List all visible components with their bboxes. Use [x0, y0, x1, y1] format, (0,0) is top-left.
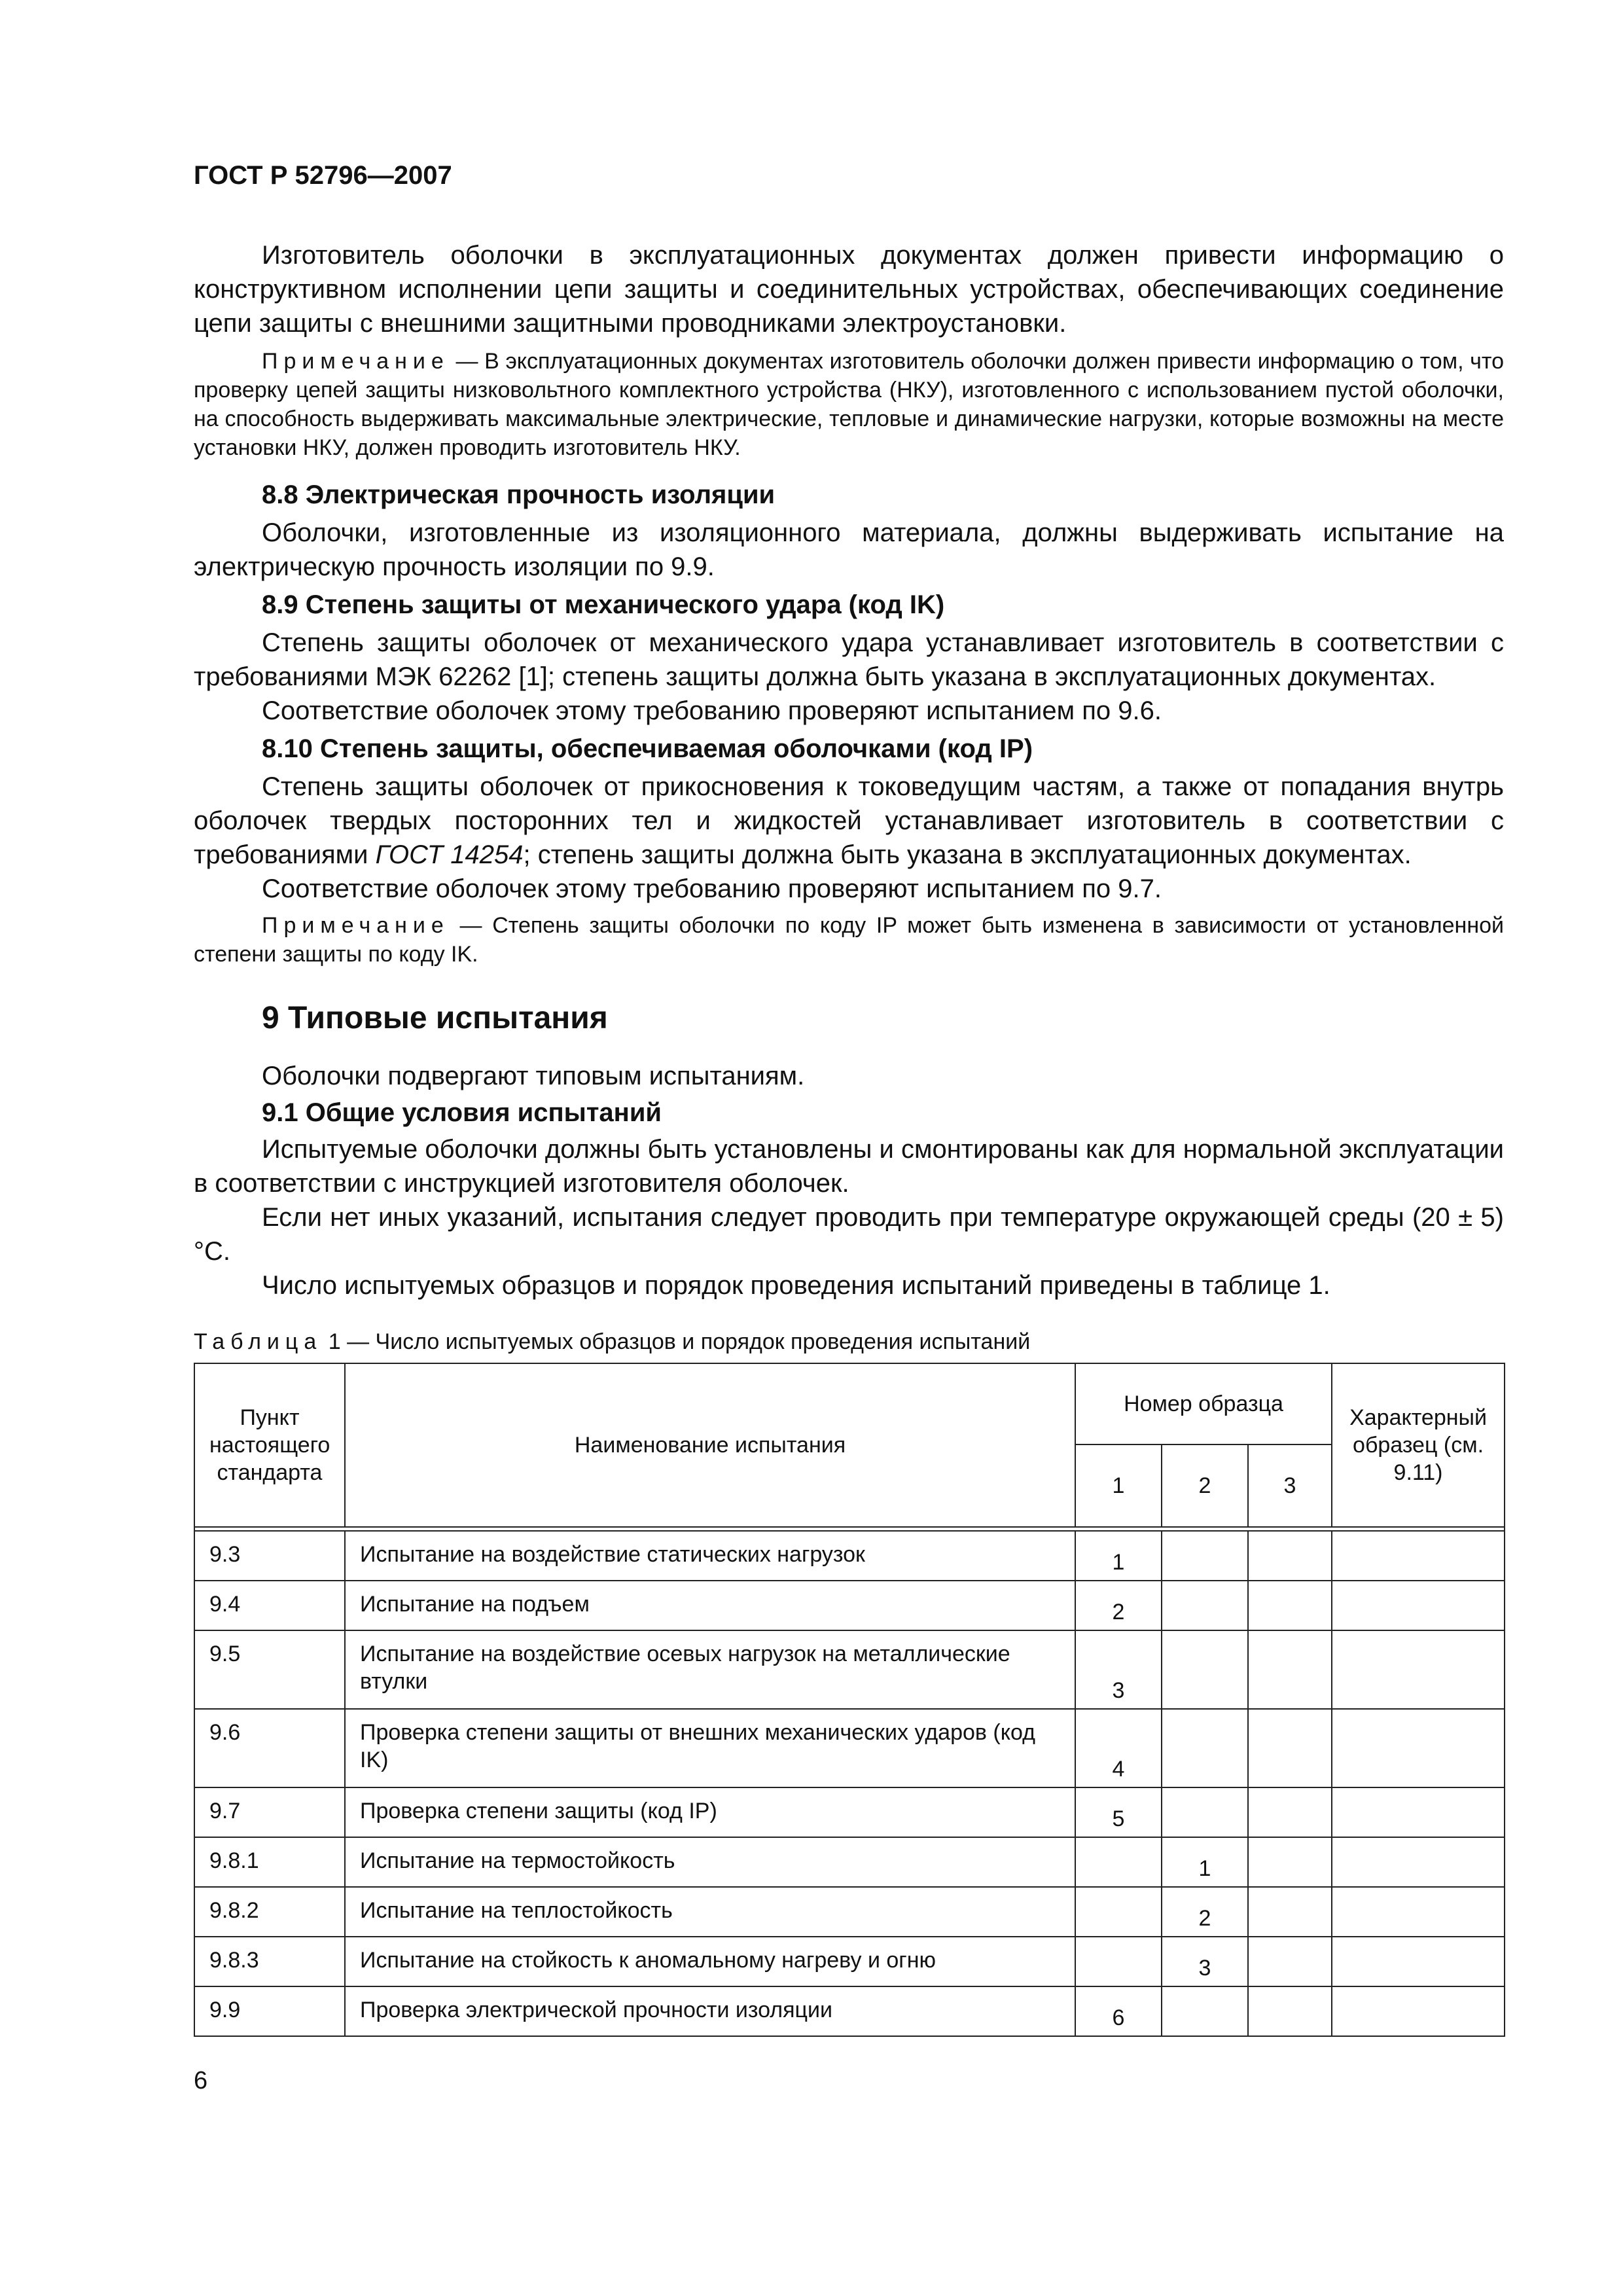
row-sample-2 [1162, 1581, 1248, 1630]
table-row [194, 1887, 1505, 1937]
table-row [194, 1709, 1505, 1787]
row-sample-1: 1 [1075, 1531, 1162, 1581]
header-test-name: Наименование испытания [345, 1363, 1075, 1527]
row-sample-3 [1248, 1837, 1332, 1887]
tests-table [194, 1363, 1505, 2037]
text-fragment: ; степень защиты должна быть указана в эксплуатационных документах. [523, 840, 1412, 869]
row-characteristic [1332, 1837, 1505, 1887]
table-caption-label: Таблица [194, 1329, 323, 1354]
note-1 [194, 347, 1504, 462]
header-sample-number: Номер образца [1075, 1363, 1332, 1444]
table-caption [194, 1327, 1030, 1356]
row-clause: 9.7 [194, 1787, 345, 1837]
row-clause: 9.3 [194, 1531, 345, 1581]
section-8-9-paragraph-1: Степень защиты оболочек от механического удара устанавливает изготовитель в соответствии с требованиями МЭК 62262 [1]; степень защиты должна быть указана в эксплуатационных документах. [194, 628, 1504, 691]
note-label: Примечание [262, 349, 450, 374]
row-test-name: Испытание на воздействие осевых нагрузок на металлические втулки [345, 1630, 1075, 1709]
row-test-name: Испытание на подъем [345, 1581, 1075, 1630]
row-characteristic [1332, 1986, 1505, 2036]
table-row [194, 1531, 1505, 1581]
row-sample-1: 4 [1075, 1709, 1162, 1787]
row-characteristic [1332, 1630, 1505, 1709]
row-characteristic [1332, 1709, 1505, 1787]
header-characteristic-sample: Характерный образец (см. 9.11) [1332, 1363, 1505, 1527]
section-9-1-paragraph-1: Испытуемые оболочки должны быть установлены и смонтированы как для нормальной эксплуатации в соответствии с инструкцией изготовителя оболочек. [194, 1135, 1504, 1198]
row-sample-3 [1248, 1887, 1332, 1937]
table-caption-text: 1 — Число испытуемых образцов и порядок проведения испытаний [322, 1329, 1031, 1354]
table-body [194, 1531, 1505, 2036]
row-clause: 9.8.1 [194, 1837, 345, 1887]
section-9-1-paragraph-2: Если нет иных указаний, испытания следует проводить при температуре окружающей среды (20 ± 5) °С. [194, 1203, 1504, 1266]
row-sample-2 [1162, 1787, 1248, 1837]
row-sample-2: 3 [1162, 1937, 1248, 1986]
table-row [194, 1787, 1505, 1837]
section-9-paragraph: Оболочки подвергают типовым испытаниям. [262, 1062, 805, 1090]
table-row [194, 1937, 1505, 1986]
header-sample-3: 3 [1248, 1444, 1332, 1527]
row-sample-1 [1075, 1937, 1162, 1986]
section-9-1-title: 9.1 Общие условия испытаний [262, 1098, 662, 1127]
row-sample-1: 2 [1075, 1581, 1162, 1630]
table-row [194, 1986, 1505, 2036]
note-2 [194, 911, 1504, 969]
row-test-name: Проверка электрической прочности изоляции [345, 1986, 1075, 2036]
row-test-name: Проверка степени защиты от внешних механических ударов (код IK) [345, 1709, 1075, 1787]
section-8-9-paragraph-2: Соответствие оболочек этому требованию проверяют испытанием по 9.6. [262, 696, 1162, 725]
row-sample-3 [1248, 1531, 1332, 1581]
row-sample-3 [1248, 1787, 1332, 1837]
row-sample-3 [1248, 1709, 1332, 1787]
document-code: ГОСТ Р 52796—2007 [194, 161, 452, 190]
row-test-name: Проверка степени защиты (код IP) [345, 1787, 1075, 1837]
row-sample-2 [1162, 1709, 1248, 1787]
row-sample-2: 1 [1162, 1837, 1248, 1887]
table-row [194, 1630, 1505, 1709]
section-8-8-title: 8.8 Электрическая прочность изоляции [262, 480, 776, 509]
row-sample-3 [1248, 1581, 1332, 1630]
note-label: Примечание [262, 913, 450, 938]
row-test-name: Испытание на воздействие статических нагрузок [345, 1531, 1075, 1581]
row-characteristic [1332, 1531, 1505, 1581]
section-8-10-paragraph-1 [194, 770, 1504, 872]
row-characteristic [1332, 1787, 1505, 1837]
row-sample-1 [1075, 1837, 1162, 1887]
row-sample-3 [1248, 1986, 1332, 2036]
row-characteristic [1332, 1581, 1505, 1630]
row-clause: 9.5 [194, 1630, 345, 1709]
section-8-10-paragraph-2: Соответствие оболочек этому требованию проверяют испытанием по 9.7. [262, 874, 1162, 903]
section-9-1-paragraph-3: Число испытуемых образцов и порядок проведения испытаний приведены в таблице 1. [262, 1271, 1330, 1300]
standard-reference: ГОСТ 14254 [375, 840, 524, 869]
text-fragment: Степень защиты оболочек от прикосновения к токоведущим частям, а также от попадания внутрь оболочек твердых посторонних тел и жидкостей устанавливает изготовитель в соответствии с требованиями [194, 772, 1504, 869]
row-sample-2 [1162, 1986, 1248, 2036]
paragraph-protection-circuit: Изготовитель оболочки в эксплуатационных документах должен привести информацию о конструктивном исполнении цепи защиты и соединительных устройствах, обеспечивающих соединение цепи защиты с внешними защитными проводниками электроустановки. [194, 241, 1504, 338]
row-sample-1: 3 [1075, 1630, 1162, 1709]
row-test-name: Испытание на теплостойкость [345, 1887, 1075, 1937]
table-row [194, 1837, 1505, 1887]
header-sample-2: 2 [1162, 1444, 1248, 1527]
section-8-10-title: 8.10 Степень защиты, обеспечиваемая оболочками (код IP) [262, 734, 1033, 763]
row-clause: 9.9 [194, 1986, 345, 2036]
row-clause: 9.4 [194, 1581, 345, 1630]
page-number: 6 [194, 2067, 208, 2094]
row-clause: 9.6 [194, 1709, 345, 1787]
row-characteristic [1332, 1887, 1505, 1937]
section-8-9-title: 8.9 Степень защиты от механического удара (код IK) [262, 590, 945, 619]
row-sample-2: 2 [1162, 1887, 1248, 1937]
row-sample-1: 5 [1075, 1787, 1162, 1837]
section-8-8-paragraph: Оболочки, изготовленные из изоляционного материала, должны выдерживать испытание на электрическую прочность изоляции по 9.9. [194, 518, 1504, 581]
row-sample-1: 6 [1075, 1986, 1162, 2036]
row-characteristic [1332, 1937, 1505, 1986]
header-clause: Пункт настоящего стандарта [194, 1363, 345, 1527]
row-test-name: Испытание на стойкость к аномальному нагреву и огню [345, 1937, 1075, 1986]
row-sample-3 [1248, 1630, 1332, 1709]
row-sample-1 [1075, 1887, 1162, 1937]
row-clause: 9.8.3 [194, 1937, 345, 1986]
section-9-title: 9 Типовые испытания [262, 1001, 608, 1035]
row-clause: 9.8.2 [194, 1887, 345, 1937]
note-text: — Степень защиты оболочки по коду IP может быть изменена в зависимости от установленной степени защиты по коду IK. [194, 913, 1504, 967]
row-sample-3 [1248, 1937, 1332, 1986]
row-sample-2 [1162, 1630, 1248, 1709]
note-text: — В эксплуатационных документах изготовитель оболочки должен привести информацию о том, что проверку цепей защиты низковольтного комплектного устройства (НКУ), изготовленного с использованием пустой оболочки, на способность выдерживать максимальные электрические, тепловые и динамические нагрузки, которые возможны на месте установки НКУ, должен проводить изготовитель НКУ. [194, 349, 1504, 460]
header-sample-1: 1 [1075, 1444, 1162, 1527]
table-row [194, 1581, 1505, 1630]
row-sample-2 [1162, 1531, 1248, 1581]
row-test-name: Испытание на термостойкость [345, 1837, 1075, 1887]
